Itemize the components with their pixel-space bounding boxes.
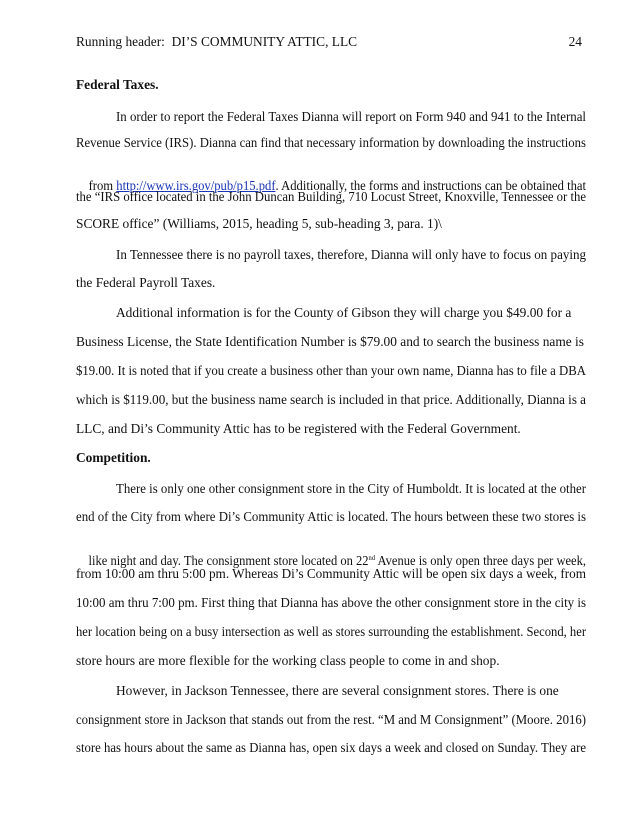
paragraph-line: the Federal Payroll Taxes. — [76, 275, 216, 290]
paragraph-line: which is $119.00, but the business name search is included in that price. Additionally, Dianna is a — [76, 392, 586, 407]
running-header — [76, 34, 582, 52]
paragraph-line: There is only one other consignment store in the City of Humboldt. It is located at the other — [116, 481, 586, 496]
text-segment: . Additionally, the forms and instructions can be obtained that — [275, 178, 587, 193]
paragraph-line: 10:00 am thru 7:00 pm. First thing that Dianna has above the other consignment store in the city is — [76, 595, 587, 610]
text-segment: Avenue is only open three days per week, — [375, 553, 587, 568]
paragraph-line: consignment store in Jackson that stands out from the rest. “M and M Consignment” (Moore. 2016) — [76, 712, 587, 727]
paragraph-line: store has hours about the same as Dianna has, open six days a week and closed on Sunday. They are — [76, 740, 586, 755]
ordinal-superscript: nd — [368, 554, 376, 562]
paragraph-line: store hours are more flexible for the working class people to come in and shop. — [76, 653, 500, 668]
irs-pdf-link[interactable]: http://www.irs.gov/pub/p15.pdf — [116, 178, 276, 193]
section-heading-competition: Competition. — [76, 450, 151, 465]
paragraph-line: SCORE office” (Williams, 2015, heading 5, sub-heading 3, para. 1)\ — [76, 216, 442, 231]
paragraph-line: Additional information is for the County of Gibson they will charge you $49.00 for a — [116, 305, 572, 320]
section-heading-federal-taxes: Federal Taxes. — [76, 77, 159, 92]
paragraph-line: Business License, the State Identification Number is $79.00 and to search the business name is — [76, 334, 584, 349]
paragraph-line: LLC, and Di’s Community Attic has to be registered with the Federal Government. — [76, 421, 521, 436]
paragraph-line: from 10:00 am thru 5:00 pm. Whereas Di’s Community Attic will be open six days a week, from — [76, 566, 587, 581]
paragraph-line: end of the City from where Di’s Community Attic is located. The hours between these two stores is — [76, 509, 586, 524]
paragraph-line: In order to report the Federal Taxes Dianna will report on Form 940 and 941 to the Internal — [116, 109, 587, 124]
page-number: 24 — [568, 34, 582, 49]
paragraph-line: her location being on a busy intersection as well as stores surrounding the establishment. Second, her — [76, 624, 587, 639]
paragraph-line: the “IRS office located in the John Duncan Building, 710 Locust Street, Knoxville, Tennessee or the — [76, 189, 586, 204]
paragraph-line: However, in Jackson Tennessee, there are several consignment stores. There is one — [116, 683, 559, 698]
running-header-title: Running header: DI’S COMMUNITY ATTIC, LLC — [76, 34, 358, 49]
paragraph-line: Revenue Service (IRS). Dianna can find that necessary information by downloading the instructions — [76, 135, 586, 150]
text-segment: from — [88, 178, 117, 193]
text-segment: like night and day. The consignment store located on 22 — [88, 553, 369, 568]
paragraph-line: In Tennessee there is no payroll taxes, therefore, Dianna will only have to focus on paying — [116, 247, 587, 262]
paragraph-line: $19.00. It is noted that if you create a business other than your own name, Dianna has to file a DBA — [76, 363, 586, 378]
